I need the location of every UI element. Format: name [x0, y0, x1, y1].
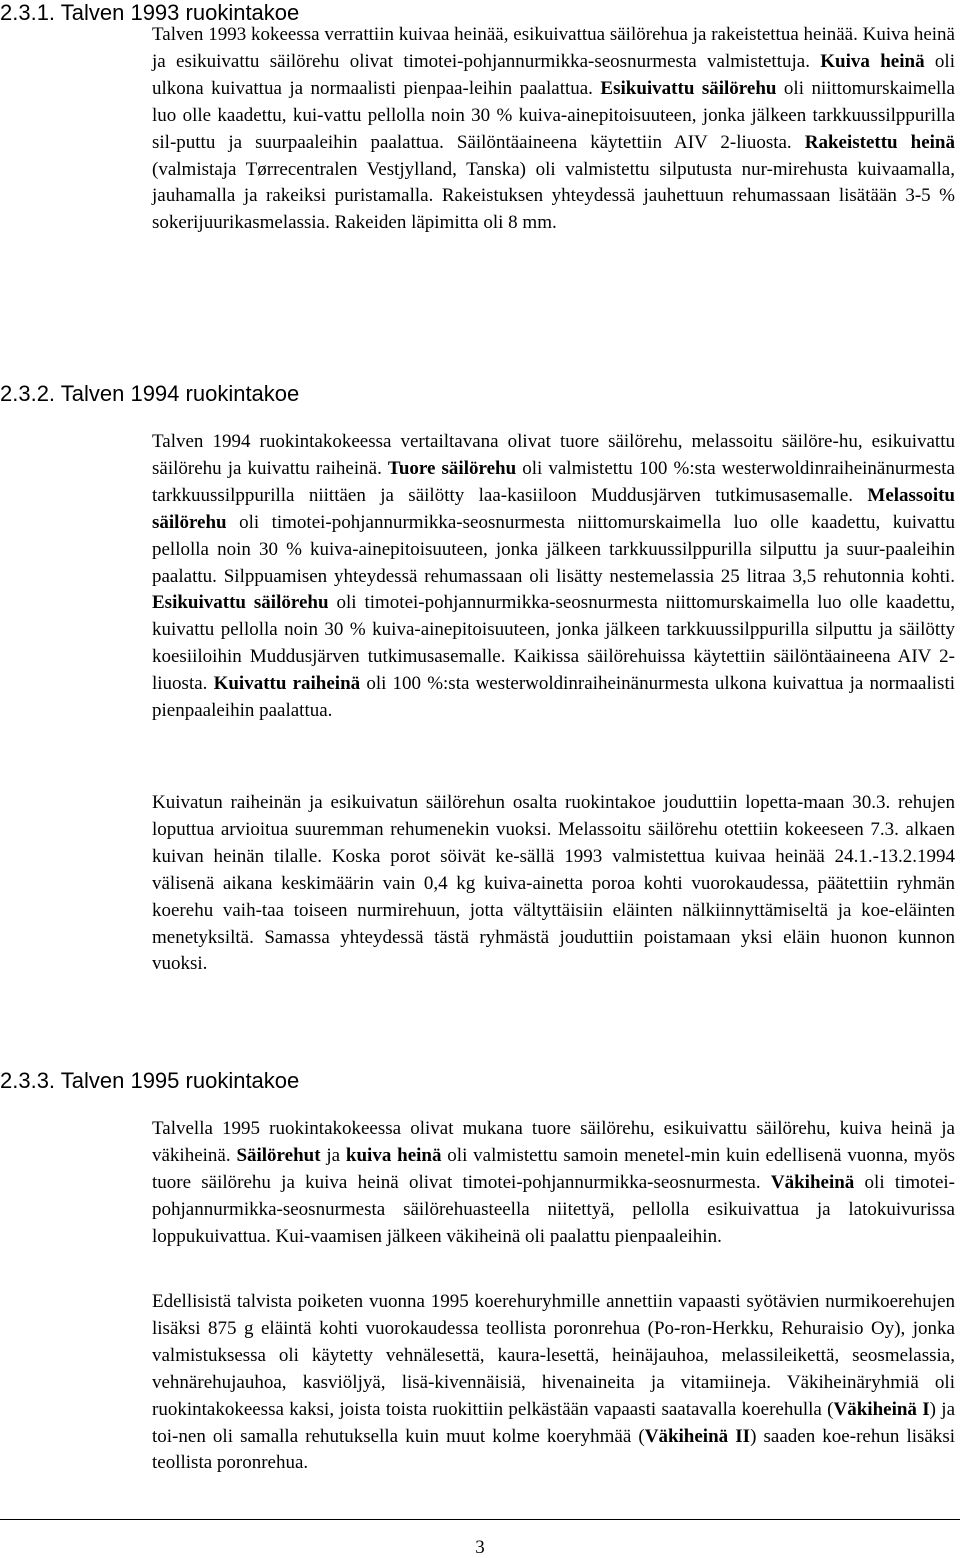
- bold-term: Väkiheinä II: [644, 1425, 751, 1447]
- text-run: (valmistaja Tørrecentralen Vestjylland, Tanska) oli valmistettu silputusta nur-mirehusta kuivaamalla, jauhamalla ja rakeiksi puristamalla. Rakeistuksen yhteydessä jauhettuun rehumassaan lisätään 3-5 % sokerijuurikasmelassia. Rakeiden läpimitta oli 8 mm.: [152, 158, 955, 234]
- text-run: Edellisistä talvista poiketen vuonna 1995 koerehuryhmille annettiin vapaasti syötävien nurmikoerehujen lisäksi 875 g eläintä kohti vuorokaudessa teollista poronrehua (Po-ron-Herkku, Rehuraisio Oy), jonka valmistuksessa oli käytetty vehnälesettä, kaura-lesettä, heinäjauhoa, melassileikettä, seosmelassia, vehnärehujauhoa, kasviöljyä, lisä-kivennäisiä, hivenaineita ja vitamiineja. Väkiheinäryhmiä oli ruokintakokeessa kaksi, joista toista ruokittiin pelkästään vapaasti saatavalla koerehulla (: [152, 1291, 955, 1420]
- text-run: oli timotei-pohjannurmikka-seosnurmesta niittomurskaimella luo olle kaadettu, kuivattu pellolla noin 30 % kuiva-ainepitoisuuteen, jonka jälkeen tarkkuussilppurilla silputtu ja suur-paaleihin paalattu. Silppuamisen yhteydessä rehumassaan oli lisätty nestemelassia 25 litraa 3,5 rehutonnia kohti.: [152, 511, 955, 587]
- text-run: oli valmistettu 100 %:sta westerwoldinraiheinänurmesta tarkkuussilppurilla niittäen ja säilötty laa-kasiiloon Muddusjärven tutkimusasemalle.: [152, 457, 955, 506]
- text-run: oli ulkona kuivattua ja normaalisti pienpaa-leihin paalattua.: [152, 50, 955, 99]
- paragraph-1995-concentrate: [152, 1289, 955, 1477]
- paragraph-1994-termination: [152, 790, 955, 978]
- bold-term: Säilörehut: [236, 1144, 321, 1166]
- section-heading-2-3-1: 2.3.1. Talven 1993 ruokintakoe: [0, 0, 300, 25]
- text-run: Kuivatun raiheinän ja esikuivatun säilörehun osalta ruokintakoe jouduttiin lopetta-maan 30.3. rehujen loputtua arvioitua suuremman rehumenekin vuoksi. Melassoitu säilörehu otettiin kokeeseen 7.3. alkaen kuivan heinän tilalle. Koska porot söivät ke-sällä 1993 valmistettua kuivaa heinää 24.1.-13.2.1994 välisenä aikana keskimäärin vain 0,4 kg kuiva-ainetta poroa kohti vuorokaudessa, päätettiin ryhmän koerehu vaih-taa toiseen nurmirehuun, jotta vältyttäisiin eläinten nälkiinnyttämiseltä ja koe-eläinten menetyksiltä. Samassa yhteydessä tästä ryhmästä jouduttiin poistamaan yksi eläin huonon kunnon vuoksi.: [152, 792, 955, 975]
- bold-term: Esikuivattu säilörehu: [600, 77, 777, 99]
- text-run: ) saaden koe-rehun lisäksi teollista poronrehua.: [152, 1425, 956, 1474]
- bold-term: kuiva heinä: [345, 1144, 442, 1166]
- paragraph-1995-feeds: [152, 1116, 955, 1251]
- bold-term: Melassoitu säilörehu: [152, 484, 955, 533]
- bold-term: Tuore säilörehu: [387, 457, 517, 479]
- footer-divider: [0, 1519, 960, 1520]
- bold-term: Väkiheinä: [770, 1171, 855, 1193]
- bold-term: Rakeistettu heinä: [804, 131, 955, 153]
- paragraph-1993-feeding: [152, 22, 955, 237]
- text-run: ja: [320, 1144, 346, 1166]
- page-number: 3: [475, 1537, 485, 1558]
- paragraph-1994-feeds: [152, 429, 955, 725]
- text-run: oli niittomurskaimella luo olle kaadettu, kui-vattu pellolla noin 30 % kuiva-ainepitoisuuteen, jonka jälkeen tarkkuussilppurilla sil-puttu ja suurpaaleihin paalattua. Säilöntäaineena käytettiin AIV 2-liuosta.: [152, 77, 955, 153]
- bold-term: Väkiheinä I: [833, 1398, 930, 1420]
- text-run: Talven 1993 kokeessa verrattiin kuivaa heinää, esikuivattua säilörehua ja rakeistettua heinää. Kuiva heinä ja esikuivattu säilörehu olivat timotei-pohjannurmikka-seosnurmesta valmistettuja.: [152, 24, 955, 72]
- section-heading-2-3-2: 2.3.2. Talven 1994 ruokintakoe: [0, 381, 300, 406]
- text-run: oli timotei-pohjannurmikka-seosnurmesta säilörehuasteella niitettyä, pellolla esikuivattua ja latokuivurissa loppukuivattua. Kui-vaamisen jälkeen väkiheinä oli paalattu pienpaaleihin.: [152, 1171, 955, 1247]
- section-heading-2-3-3: 2.3.3. Talven 1995 ruokintakoe: [0, 1068, 300, 1093]
- text-run: Talven 1994 ruokintakokeessa vertailtavana olivat tuore säilörehu, melassoitu säilöre-hu, esikuivattu säilörehu ja kuivattu raiheinä.: [152, 431, 955, 479]
- text-run: ) ja toi-nen oli samalla rehutuksella kuin muut kolme koeryhmää (: [152, 1398, 955, 1447]
- bold-term: Kuiva heinä: [820, 50, 925, 72]
- text-run: oli timotei-pohjannurmikka-seosnurmesta niittomurskaimella luo olle kaadettu, kuivattu pellolla noin 30 % kuiva-ainepitoisuuteen, jonka jälkeen tarkkuussilppurilla silputtu ja säilötty koesiiloihin Muddusjärven tutkimusasemalle. Kaikissa säilörehuissa käytettiin säilöntäaineena AIV 2-liuosta.: [152, 592, 955, 695]
- bold-term: Kuivattu raiheinä: [213, 673, 361, 695]
- text-run: oli valmistettu samoin menetel-min kuin edellisenä vuonna, myös tuore säilörehu ja kuiva heinä olivat timotei-pohjannurmikka-seosnurmesta.: [152, 1144, 956, 1193]
- text-run: oli 100 %:sta westerwoldinraiheinänurmesta ulkona kuivattua ja normaalisti pienpaaleihin paalattua.: [152, 673, 956, 722]
- bold-term: Esikuivattu säilörehu: [152, 592, 329, 614]
- text-run: Talvella 1995 ruokintakokeessa olivat mukana tuore säilörehu, esikuivattu säilörehu, kuiva heinä ja väkiheinä.: [152, 1118, 955, 1166]
